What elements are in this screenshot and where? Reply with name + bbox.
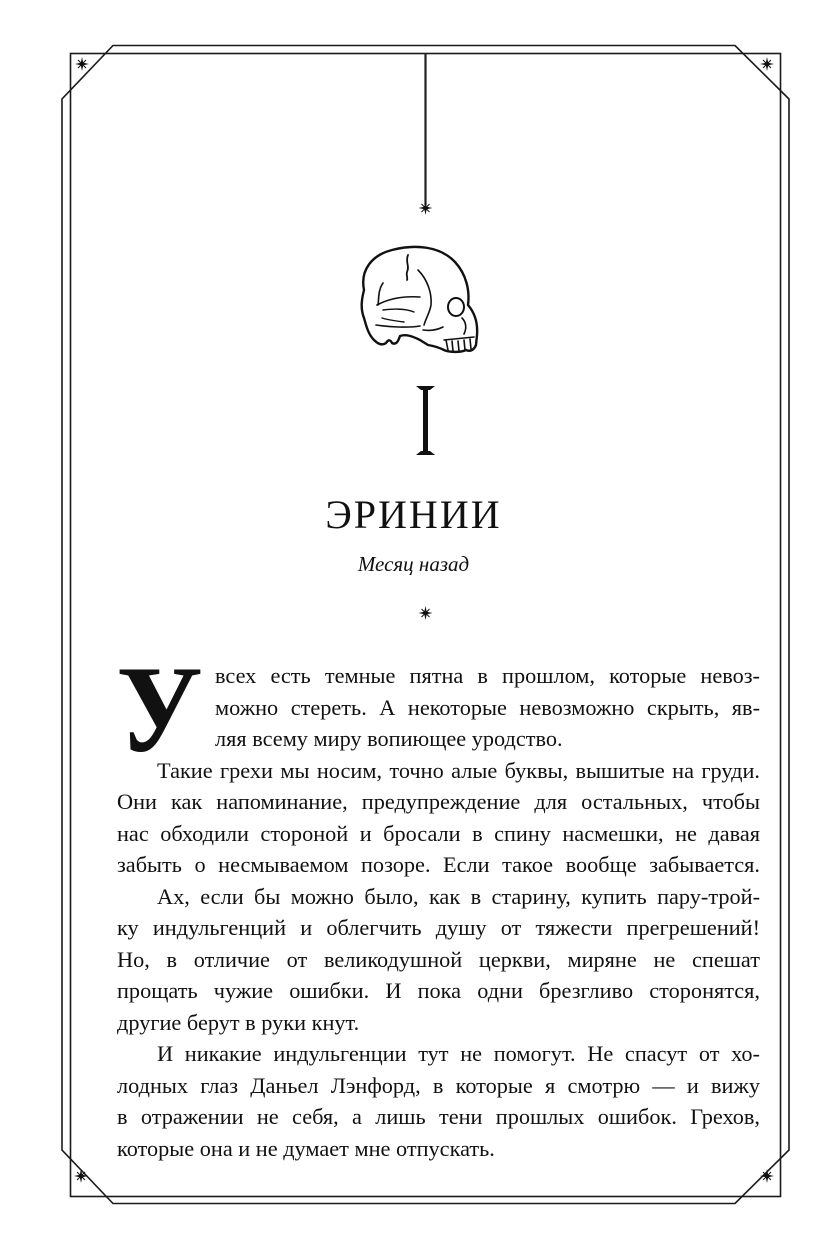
paragraph-3 <box>117 881 760 1039</box>
text-line: Ах, если бы можно было, как в старину, купить пару-трой- <box>157 883 760 909</box>
text-line: другие берут в руки кнут. <box>117 1009 360 1035</box>
chapter-subtitle: Месяц назад <box>357 552 470 576</box>
text-line: Такие грехи мы носим, точно алые буквы, вышитые на груди. <box>157 757 760 783</box>
text-line: лодных глаз Даньел Лэнфорд, в которые я смотрю — и вижу <box>117 1072 760 1098</box>
text-line: прощать чужие ошибки. И пока одни брезгливо сторонятся, <box>117 978 760 1003</box>
text-line: ляя всему миру вопиющее уродство. <box>215 726 563 751</box>
text-line: всех есть темные пятна в прошлом, которые невоз- <box>215 663 760 688</box>
corner-star-icon-bottom-right <box>760 1169 774 1183</box>
chapter-title: ЭРИНИИ <box>325 492 502 537</box>
text-line: Они как напоминание, предупреждение для остальных, чтобы <box>117 789 760 814</box>
paragraph-2 <box>117 755 760 881</box>
corner-star-icon-bottom-left <box>74 1169 88 1183</box>
text-line: можно стереть. А некоторые невозможно скрыть, яв- <box>215 694 760 720</box>
corner-star-icon-top-left <box>75 57 89 71</box>
skull-icon <box>362 247 477 352</box>
text-line: нас обходили стороной и бросали в спину насмешки, не давая <box>117 820 760 846</box>
section-star-icon <box>419 606 433 620</box>
text-line: в отражении не себя, а лишь тени прошлых ошибок. Грехов, <box>117 1104 760 1129</box>
hanging-star-icon <box>419 201 433 215</box>
text-line: ку индульгенций и облегчить душу от тяжести прегрешений! <box>117 915 760 940</box>
paragraph-4 <box>117 1038 760 1164</box>
text-line: забыть о несмываемом позоре. Если такое вообще забывается. <box>117 852 760 877</box>
chapter-numeral-graphic <box>416 386 435 455</box>
text-line: которые она и не думает мне отпускать. <box>117 1135 495 1161</box>
text-line: И никакие индульгенции тут не помогут. Не спасут от хо- <box>157 1041 760 1066</box>
text-line: Но, в отличие от великодушной церкви, миряне не спешат <box>117 946 760 972</box>
chapter-body <box>116 641 760 1164</box>
corner-star-icon-top-right <box>760 57 774 71</box>
drop-cap: У <box>116 641 203 778</box>
